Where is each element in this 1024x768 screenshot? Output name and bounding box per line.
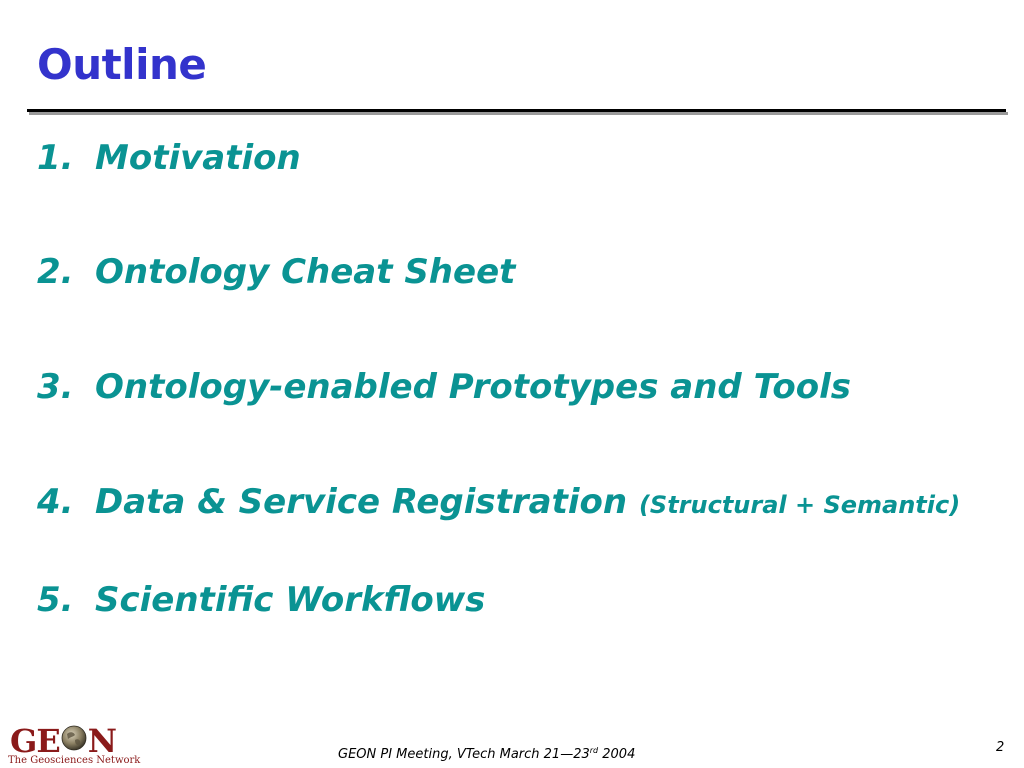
outline-item-number: 3.	[37, 367, 74, 407]
footer-meeting-suffix: 2004	[598, 747, 636, 762]
outline-item-text: Ontology Cheat Sheet	[95, 252, 516, 292]
title-divider	[27, 109, 1006, 112]
outline-item-text: Motivation	[95, 138, 301, 178]
outline-item-text: Ontology-enabled Prototypes and Tools	[95, 367, 852, 407]
outline-item-motivation	[37, 138, 301, 178]
outline-item-workflows	[37, 580, 485, 620]
outline-item-number: 4.	[37, 482, 74, 522]
page-number: 2	[996, 740, 1005, 755]
footer-meeting-info	[338, 746, 635, 762]
outline-item-number: 5.	[37, 580, 74, 620]
geon-logo	[8, 722, 141, 768]
outline-item-note: (Structural + Semantic)	[638, 491, 961, 519]
outline-item-text: Data & Service Registration	[95, 482, 628, 522]
logo-letters-right: N	[87, 722, 116, 760]
logo-letters-left: GE	[10, 722, 60, 760]
outline-item-ontology-cheat-sheet	[37, 252, 515, 292]
outline-item-prototypes-tools	[37, 367, 851, 407]
slide-title: Outline	[37, 40, 207, 89]
outline-item-text: Scientific Workflows	[95, 580, 486, 620]
outline-item-number: 1.	[37, 138, 74, 178]
footer-meeting-prefix: GEON PI Meeting, VTech March 21—23	[338, 747, 590, 762]
footer-meeting-sup: rd	[589, 746, 599, 755]
logo-tagline: The Geosciences Network	[8, 755, 141, 766]
logo-wordmark	[10, 722, 116, 760]
outline-item-registration	[37, 482, 960, 522]
globe-icon	[61, 725, 87, 751]
outline-item-number: 2.	[37, 252, 74, 292]
